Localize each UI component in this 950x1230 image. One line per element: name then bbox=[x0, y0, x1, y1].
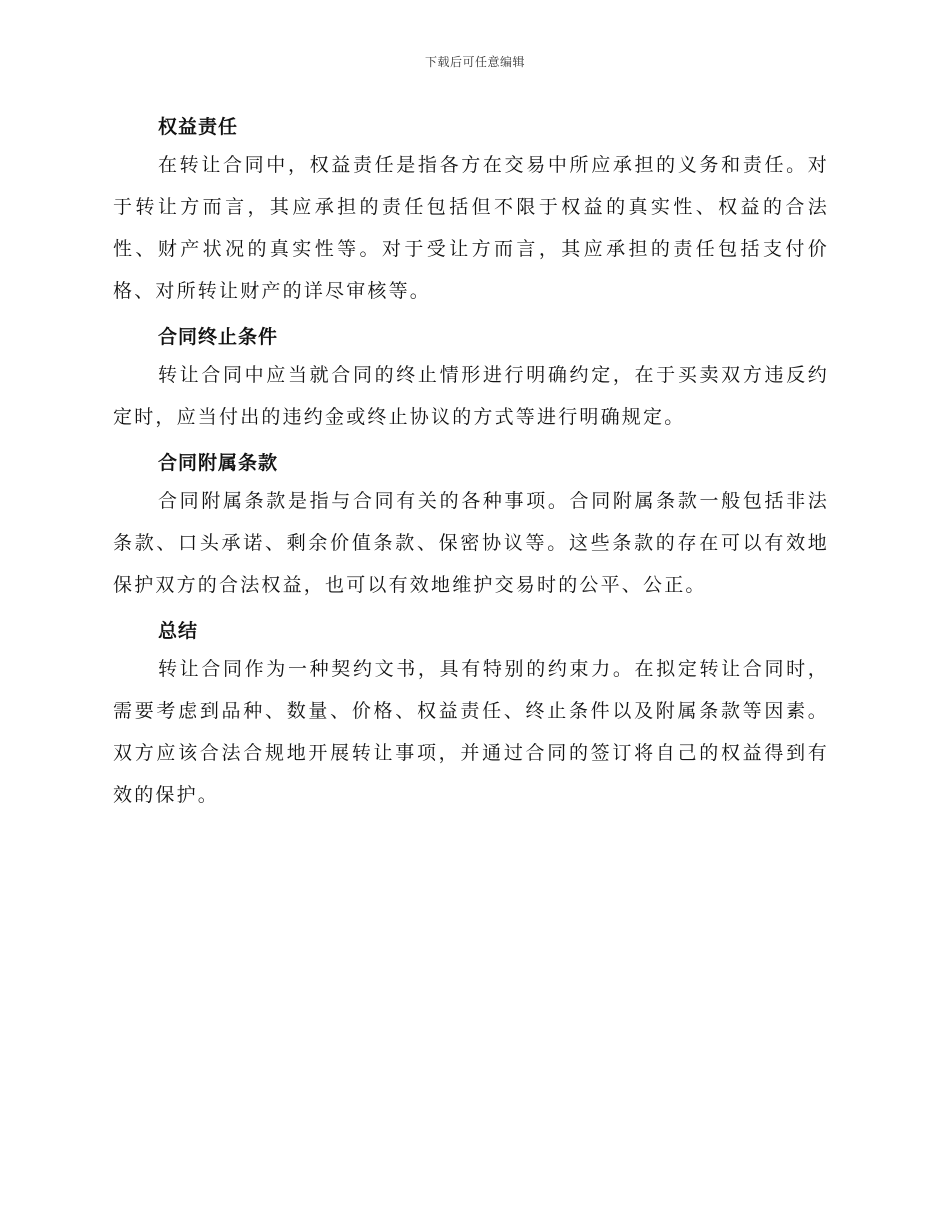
section-rights-responsibility bbox=[113, 110, 829, 312]
section-paragraph: 在转让合同中，权益责任是指各方在交易中所应承担的义务和责任。对于转让方而言，其应承担的责任包括但不限于权益的真实性、权益的合法性、财产状况的真实性等。对于受让方而言，其应承担的责任包括支付价格、对所转让财产的详尽审核等。 bbox=[113, 154, 829, 302]
section-paragraph: 合同附属条款是指与合同有关的各种事项。合同附属条款一般包括非法条款、口头承诺、剩余价值条款、保密协议等。这些条款的存在可以有效地保护双方的合法权益，也可以有效地维护交易时的公平、公正。 bbox=[113, 490, 829, 596]
section-termination-conditions bbox=[113, 320, 829, 438]
page-header: 下载后可任意编辑 bbox=[424, 55, 525, 69]
document-body bbox=[113, 110, 829, 824]
section-ancillary-clauses bbox=[113, 446, 829, 606]
section-title: 总结 bbox=[158, 620, 199, 642]
section-paragraph: 转让合同作为一种契约文书，具有特别的约束力。在拟定转让合同时，需要考虑到品种、数量、价格、权益责任、终止条件以及附属条款等因素。双方应该合法合规地开展转让事项，并通过合同的签订将自己的权益得到有效的保护。 bbox=[113, 658, 829, 806]
section-paragraph: 转让合同中应当就合同的终止情形进行明确约定，在于买卖双方违反约定时，应当付出的违约金或终止协议的方式等进行明确规定。 bbox=[113, 364, 829, 428]
section-title: 合同终止条件 bbox=[158, 326, 279, 348]
section-title: 合同附属条款 bbox=[158, 452, 279, 474]
section-summary bbox=[113, 614, 829, 816]
section-title: 权益责任 bbox=[158, 116, 239, 138]
